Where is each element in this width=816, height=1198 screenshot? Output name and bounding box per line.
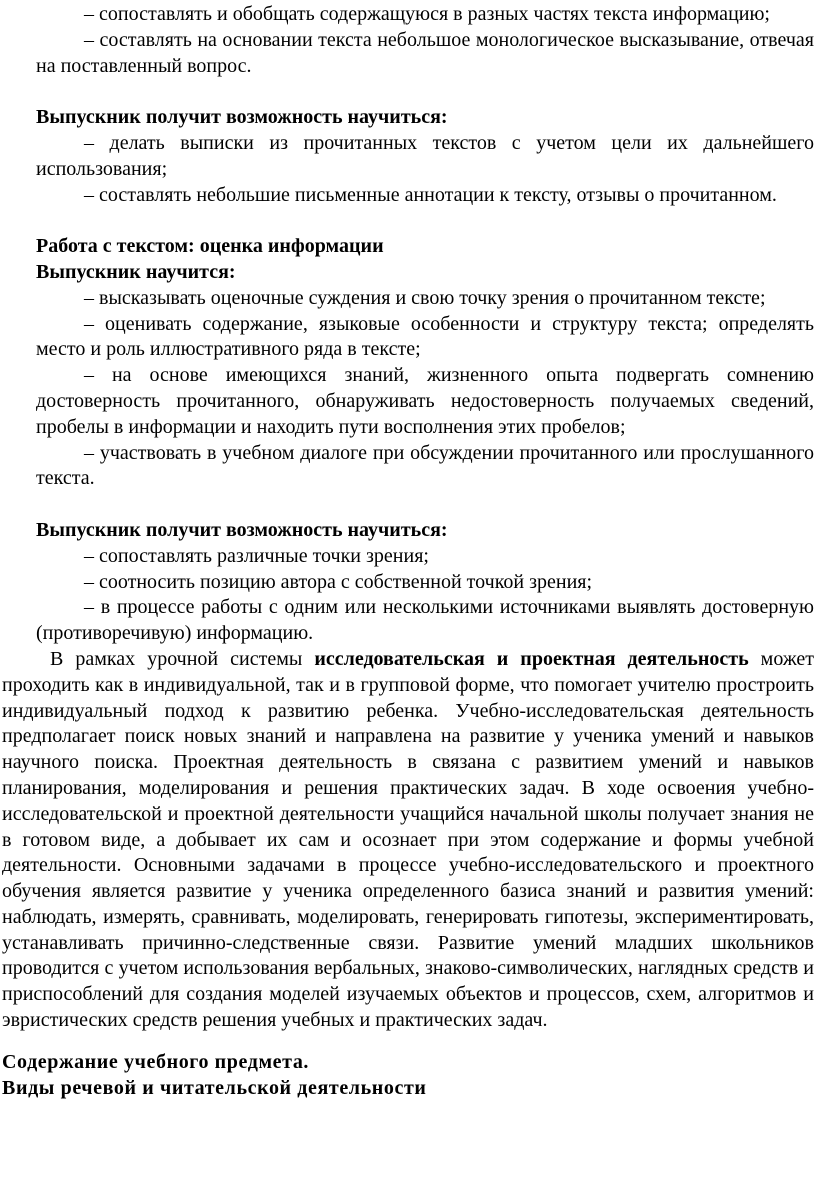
list-item: – соотносить позицию автора с собственной точкой зрения; [84,570,593,593]
section-heading: Выпускник научится: [36,260,236,283]
list-item: – оценивать содержание, языковые особенности и структуру текста; определять место и роль иллюстративного ряда в тексте; [36,312,814,361]
content-title: Содержание учебного предмета. [2,1050,310,1073]
list-block-3 [2,234,814,492]
list-item: – составлять небольшие письменные аннотации к тексту, отзывы о прочитанном. [84,183,777,206]
list-block-4 [2,518,814,647]
paragraph-text-after: может проходить как в индивидуальной, так и в групповой форме, что помогает учителю простроить индивидуальный подход к развитию ребенка. Учебно-исследовательская деятельность предполагает поиск новых знаний и направлена на развитие у ученика умений и навыков научного поиска. Проектная деятельность в связана с развитием умений и навыков планирования, моделирования и решения практических задач. В ходе освоения учебно-исследовательской и проектной деятельности учащийся начальной школы получает знания не в готовом виде, а добывает их сам и осознает при этом содержание и формы учебной деятельности. Основными задачами в процессе учебно-исследовательского и проектного обучения является развитие у ученика определенного базиса знаний и развития умений: наблюдать, измерять, сравнивать, моделировать, генерировать гипотезы, экспериментировать, устанавливать причинно-следственные связи. Развитие умений младших школьников проводится с учетом использования вербальных, знаково-символических, наглядных средств и приспособлений для создания моделей изучаемых объектов и процессов, схем, алгоритмов и эвристических средств решения учебных и практических задач. [2,647,814,1032]
section-heading: Выпускник получит возможность научиться: [36,106,448,129]
section-heading: Выпускник получит возможность научиться: [36,518,448,541]
spacer [2,1034,814,1050]
section-title: Работа с текстом: оценка информации [36,235,384,258]
body-paragraph [2,647,814,1034]
spacer [2,79,814,105]
list-item: – делать выписки из прочитанных текстов с учетом цели их дальнейшего использования; [36,131,814,180]
spacer [2,208,814,234]
content-subtitle: Виды речевой и читательской деятельности [2,1076,427,1099]
list-item: – в процессе работы с одним или несколькими источниками выявлять достоверную (противоречивую) информацию. [36,596,814,645]
paragraph-text-before: В рамках урочной системы [50,647,315,670]
list-item: – участвовать в учебном диалоге при обсуждении прочитанного или прослушанного текста. [36,441,814,490]
list-block-2 [2,105,814,208]
list-item: – высказывать оценочные суждения и свою точку зрения о прочитанном тексте; [84,286,766,309]
spacer [2,492,814,518]
paragraph-bold-term: исследовательская и проектная деятельность [314,647,749,670]
list-item: – сопоставлять и обобщать содержащуюся в разных частях текста информацию; [84,3,770,25]
list-item: – на основе имеющихся знаний, жизненного опыта подвергать сомнению достоверность прочитанного, обнаруживать недостоверность получаемых сведений, пробелы в информации и находить пути восполнения этих пробелов; [36,364,814,438]
list-item: – сопоставлять различные точки зрения; [84,544,429,567]
list-item: – составлять на основании текста небольшое монологическое высказывание, отвечая на поставленный вопрос. [36,28,814,77]
list-block-1 [2,2,814,79]
